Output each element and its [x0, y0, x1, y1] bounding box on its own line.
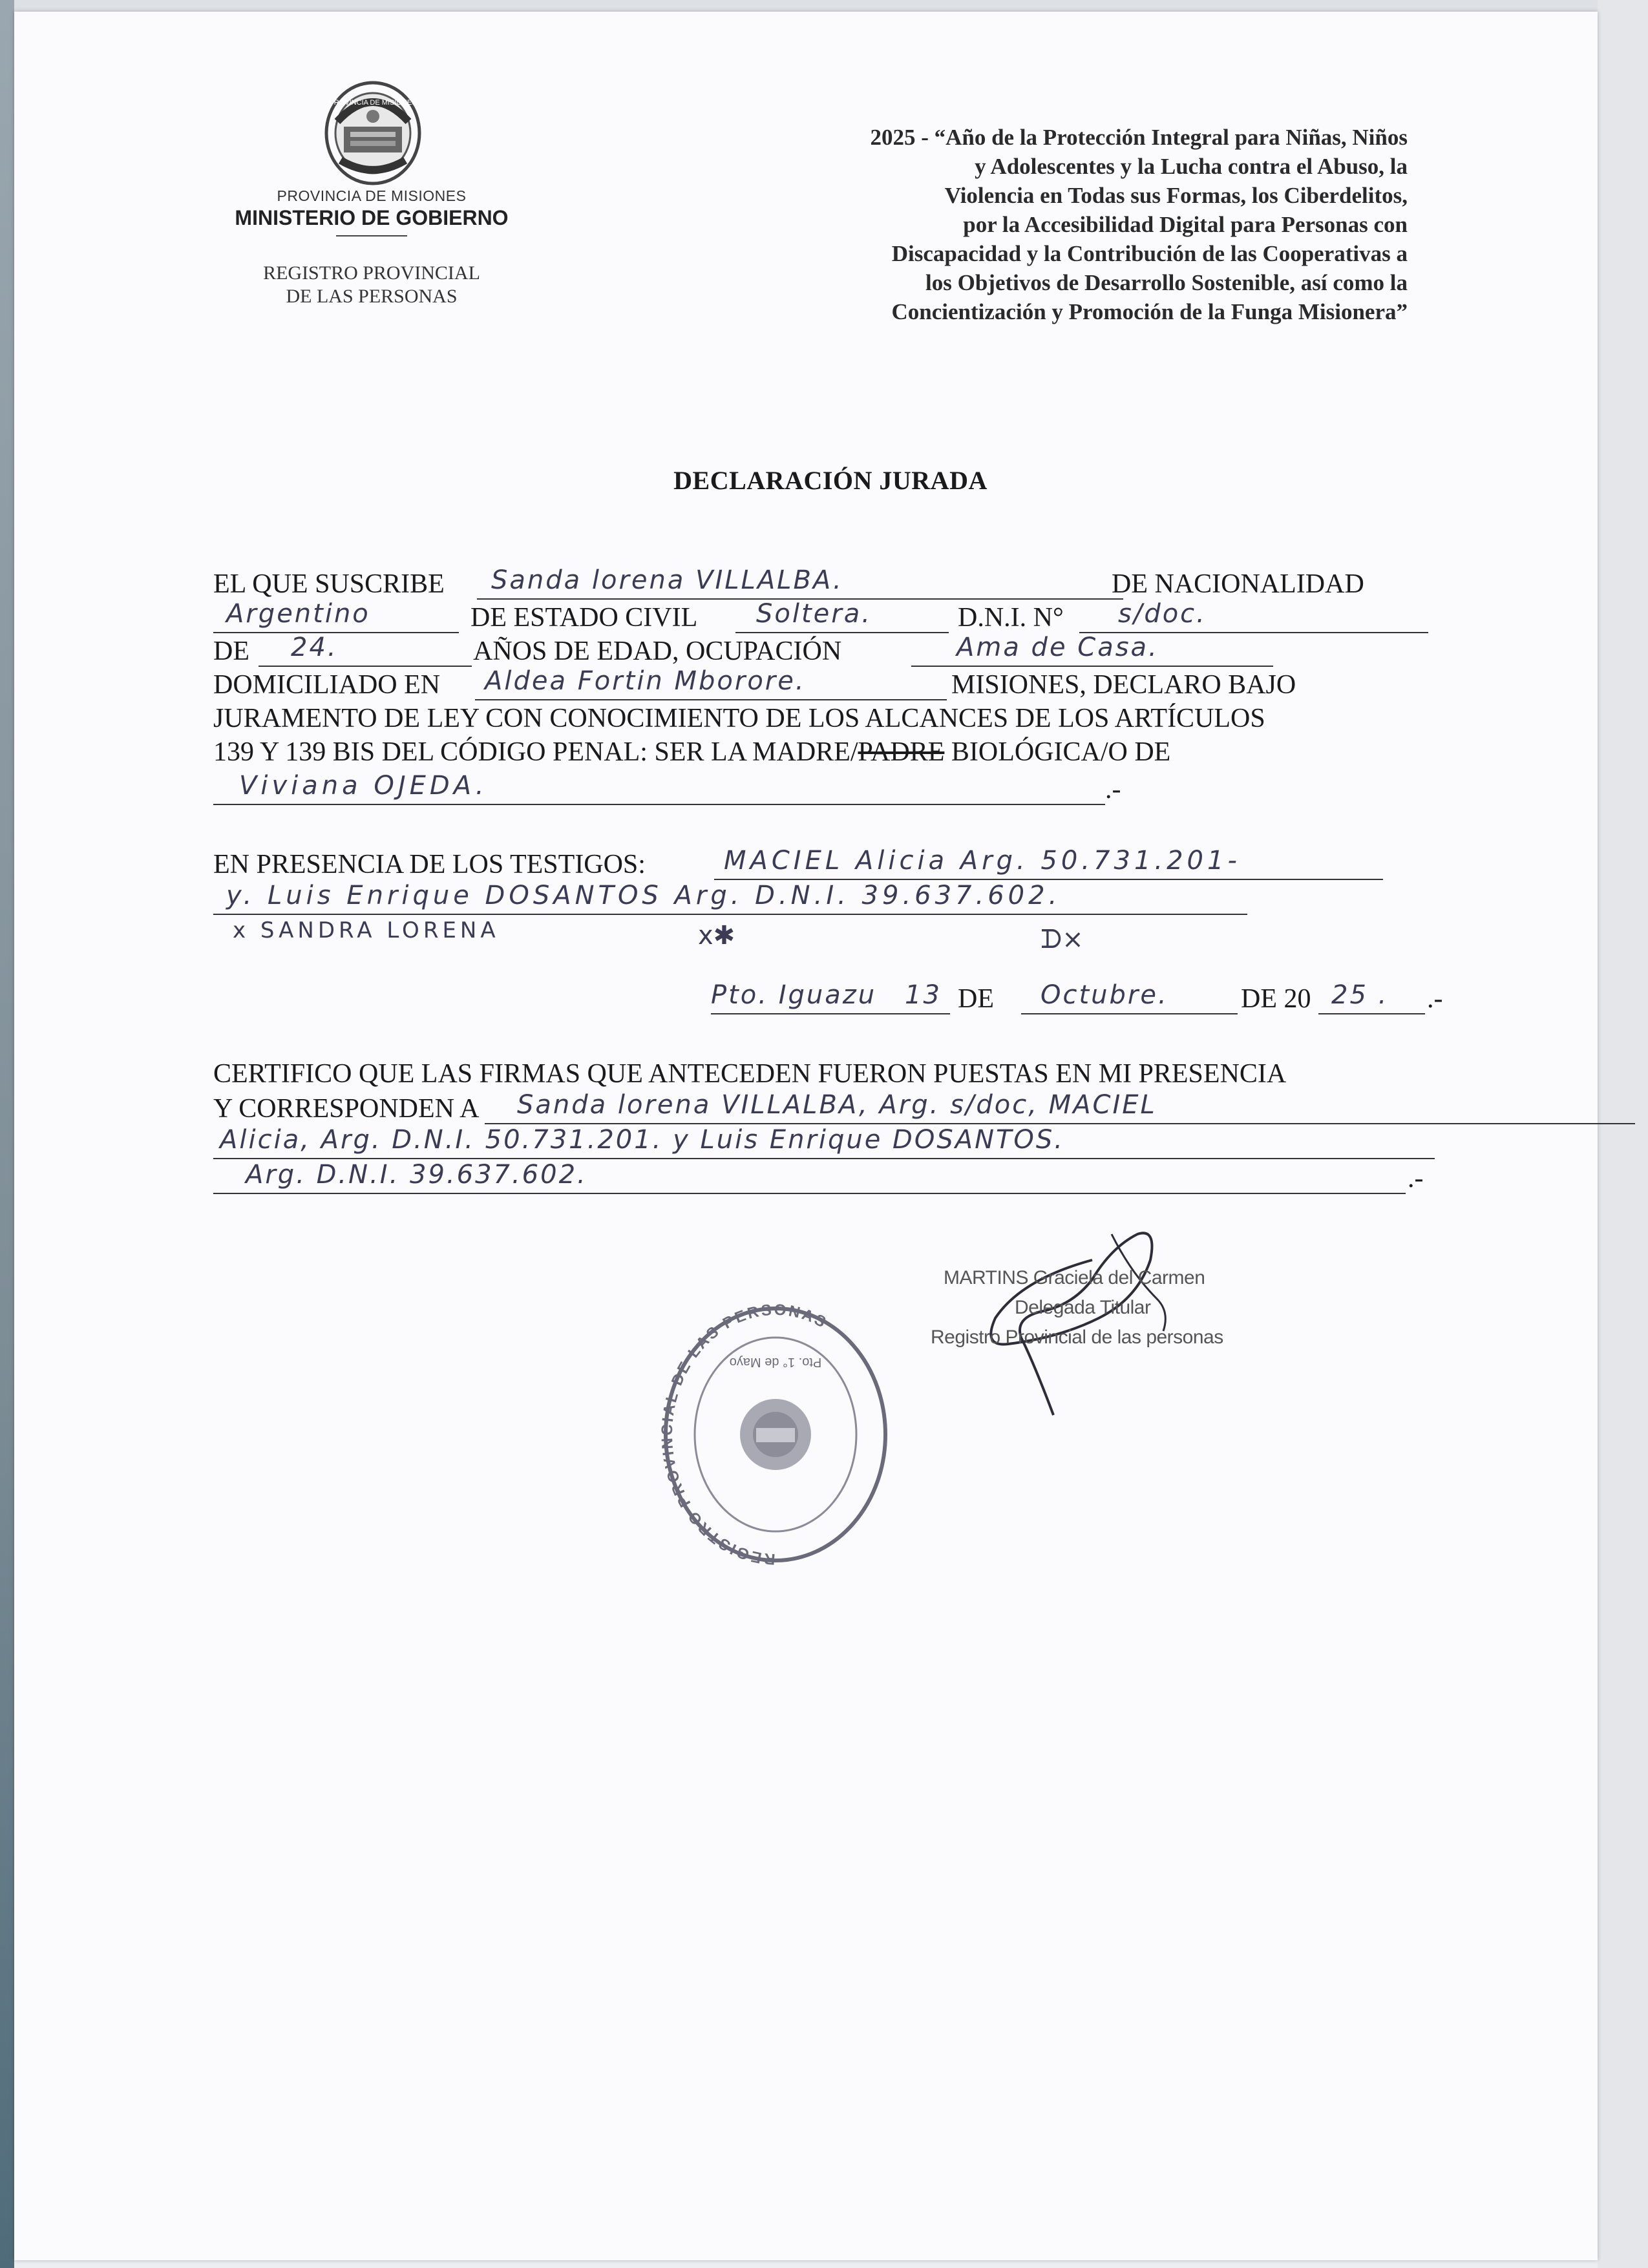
place-value: Pto. Iguazu	[711, 980, 877, 1010]
cert-value-1: Sanda lorena VILLALBA, Arg. s/doc, MACIEL	[517, 1090, 1157, 1120]
age-value: 24.	[291, 633, 338, 662]
cert-end: .-	[1408, 1164, 1424, 1193]
ministry-label: MINISTERIO DE GOBIERNO	[235, 206, 509, 229]
dni-label: D.N.I. N°	[958, 603, 1064, 633]
registry-line-2: DE LAS PERSONAS	[286, 286, 458, 307]
scan-right-edge	[1598, 0, 1648, 2268]
scan-left-edge	[0, 0, 14, 2268]
occupation-value: Ama de Casa.	[956, 633, 1159, 662]
padre-struck: PADRE	[858, 737, 945, 767]
date-end: .-	[1427, 984, 1443, 1014]
dni-value: s/doc.	[1118, 599, 1207, 629]
articulos-text	[213, 735, 1170, 769]
witness1-value: MACIEL Alicia Arg. 50.731.201-	[724, 846, 1241, 876]
testigos-label: EN PRESENCIA DE LOS TESTIGOS:	[213, 850, 646, 879]
province-crest-icon	[305, 76, 441, 186]
articulos-part-b: BIOLÓGICA/O DE	[944, 737, 1171, 767]
form-line-civil	[213, 601, 1435, 635]
stamp-outer-text: REGISTRO PROVINCIAL DE LAS PERSONAS	[658, 1301, 830, 1568]
day-value: 13	[905, 980, 942, 1010]
ocupacion-label: AÑOS DE EDAD, OCUPACIÓN	[473, 636, 842, 666]
de-label: DE	[213, 636, 249, 666]
date-de20-label: DE 20	[1241, 984, 1311, 1014]
form-line-date	[213, 980, 1443, 1016]
witness-mark-icon: x✱	[698, 921, 735, 950]
articulos-part-a: 139 Y 139 BIS DEL CÓDIGO PENAL: SER LA MADRE/	[213, 737, 858, 767]
form-line-juramento	[213, 702, 1435, 735]
motto-line: Violencia en Todas sus Formas, los Ciberdelitos,	[944, 183, 1408, 208]
official-stamp-icon	[653, 1299, 898, 1577]
motto-line: y Adolescentes y la Lucha contra el Abuso, la	[975, 154, 1408, 179]
misiones-declaro-label: MISIONES, DECLARO BAJO	[951, 670, 1296, 700]
signatory-role: Delegada Titular	[1015, 1297, 1151, 1318]
motto-line: los Objetivos de Desarrollo Sostenible, así como la	[925, 270, 1408, 295]
civil-value: Soltera.	[756, 599, 872, 629]
province-label: PROVINCIA DE MISIONES	[277, 187, 467, 204]
cert-value-2: Alicia, Arg. D.N.I. 50.731.201. y Luis Enrique DOSANTOS.	[220, 1125, 1065, 1155]
form-line-age	[213, 635, 1435, 668]
corresponden-label: Y CORRESPONDEN A	[213, 1094, 480, 1124]
cert-value-3: Arg. D.N.I. 39.637.602.	[246, 1160, 587, 1190]
motto-line: Concientización y Promoción de la Funga Misionera”	[891, 299, 1408, 324]
estado-civil-label: DE ESTADO CIVIL	[470, 603, 698, 633]
stamp-inner-text: Pto. 1° de Mayo	[729, 1355, 822, 1369]
header-divider	[336, 235, 407, 236]
signatory-block	[931, 1263, 1241, 1352]
document-title: DECLARACIÓN JURADA	[673, 466, 988, 495]
witness-initials-icon: ᗪ×	[1041, 925, 1084, 954]
suscribe-label: EL QUE SUSCRIBE	[213, 569, 445, 599]
form-line-cert3	[213, 1162, 1435, 1195]
child-line-end: .-	[1105, 775, 1121, 804]
signer-printed-name: x SANDRA LORENA	[233, 918, 500, 943]
form-line-address	[213, 668, 1435, 702]
year-motto	[633, 123, 1408, 326]
motto-line: por la Accesibilidad Digital para Personas con	[963, 212, 1408, 237]
form-line-witness2	[213, 883, 1435, 916]
motto-line: Discapacidad y la Contribución de las Cooperativas a	[891, 241, 1408, 266]
form-line-cert2	[213, 1127, 1435, 1160]
header-left	[194, 187, 549, 236]
form-line-marks	[213, 918, 1435, 954]
registry-label	[207, 262, 536, 308]
scan-top-edge	[0, 0, 1648, 12]
registry-line-1: REGISTRO PROVINCIAL	[263, 262, 480, 284]
certifico-text: CERTIFICO QUE LAS FIRMAS QUE ANTECEDEN FUERON PUESTAS EN MI PRESENCIA	[213, 1059, 1287, 1089]
form-line-certifico	[213, 1057, 1435, 1091]
form-line-corresponden	[213, 1092, 1435, 1126]
date-de-label: DE	[958, 984, 994, 1014]
nacionalidad-label: DE NACIONALIDAD	[1112, 569, 1364, 599]
juramento-text: JURAMENTO DE LEY CON CONOCIMIENTO DE LOS ALCANCES DE LOS ARTÍCULOS	[213, 704, 1265, 733]
domicilio-label: DOMICILIADO EN	[213, 670, 441, 700]
address-value: Aldea Fortin Mborore.	[485, 666, 806, 696]
form-line-name	[213, 567, 1435, 601]
nationality-value: Argentino	[226, 599, 370, 629]
motto-line: 2025 - “Año de la Protección Integral para Niñas, Niños	[870, 125, 1408, 150]
child-value: Viviana OJEDA.	[239, 771, 488, 801]
form-line-child	[213, 773, 1435, 806]
form-line-witnesses	[213, 848, 1435, 881]
year-value: 25 .	[1331, 980, 1389, 1010]
form-line-articulos	[213, 735, 1435, 769]
month-value: Octubre.	[1041, 980, 1168, 1010]
name-value: Sanda lorena VILLALBA.	[491, 565, 843, 595]
signatory-office: Registro Provincial de las personas	[931, 1327, 1223, 1348]
signatory-name: MARTINS Graciela del Carmen	[944, 1267, 1205, 1288]
crest-label: PROVINCIA DE MISIONES	[329, 99, 417, 107]
witness2-value: y. Luis Enrique DOSANTOS Arg. D.N.I. 39.637.602.	[226, 881, 1061, 910]
